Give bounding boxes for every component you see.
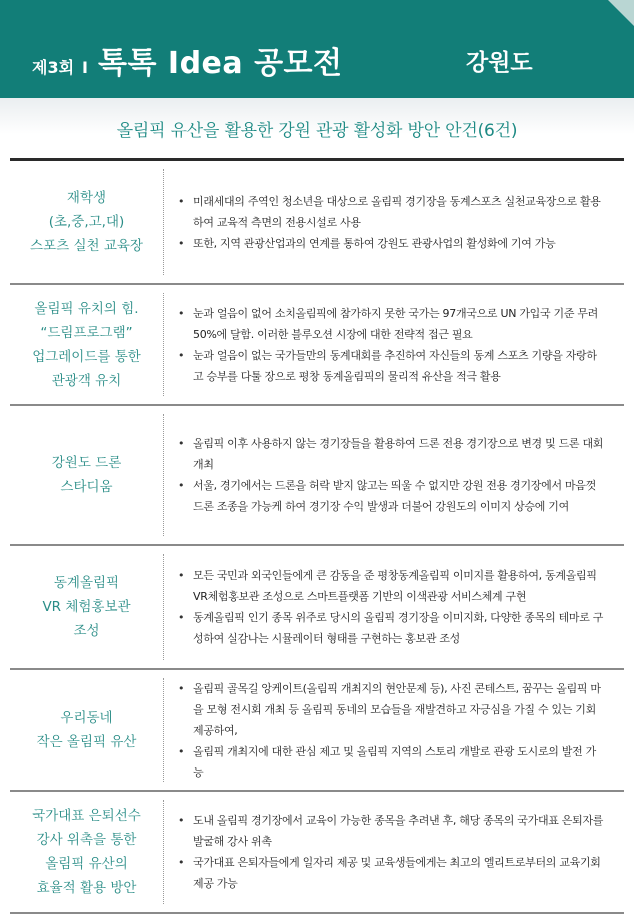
agenda-title-line: 동계올림픽 [53,575,120,591]
bullet-item: • 모든 국민과 외국인들에게 큰 감동을 준 평창동계올림픽 이미지를 활용하여, 동계올림픽 VR체험홍보관 조성으로 스마트플랫폼 기반의 이색관광 서비스체계 구현 [177,565,606,607]
agenda-description [163,670,624,790]
agenda-title-line: 업그레이드를 통한 [32,348,141,365]
agenda-title-line: 관광객 유치 [51,372,122,389]
agenda-title-line: VR 체험홍보관 [42,599,131,615]
bullet-item: • 올림픽 개최지에 대한 관심 제고 및 올림픽 지역의 스토리 개발로 관광 도시로의 발전 가능 [177,741,606,783]
column-divider [163,800,164,904]
agenda-title-line: 스타디움 [60,479,113,495]
bullet-item: • 또한, 지역 관광산업과의 연계를 통하여 강원도 관광사업의 활성화에 기여 가능 [177,233,606,254]
agenda-description [163,285,624,404]
agenda-title-line: 올림픽 유산의 [45,856,128,872]
bullet-item: • 동계올림픽 인기 종목 위주로 당시의 올림픽 경기장을 이미지화, 다양한 종목의 테마로 구성하여 실감나는 시뮬레이터 형태를 구현하는 홍보관 조성 [177,607,606,649]
agenda-title-line: 작은 올림픽 유산 [36,734,137,750]
agenda-title [10,406,163,544]
bullet-item: • 올림픽 골목길 앙케이트(올림픽 개최지의 현안문제 등), 사진 콘테스트, 꿈꾸는 올림픽 마을 모형 전시회 개최 등 올림픽 동네의 모습들을 재발견하고 자긍심을 가질 수 있는 기회 제공하여, [177,678,606,741]
agenda-title-line: 재학생 [66,190,107,206]
agenda-title-line: (초,중,고,대) [48,214,125,230]
agenda-title-line: “드림프로그램” [40,324,133,341]
agenda-row [10,161,624,285]
bullet-item: • 서울, 경기에서는 드론을 허락 받지 않고는 띄울 수 없지만 강원 전용 경기장에서 마음껏 드론 조종을 가능케 하여 경기장 수익 발생과 더불어 강원도의 이미지 상승에 기여 [177,475,606,517]
column-divider [163,554,164,660]
agenda-title [10,670,163,790]
page-subtitle: 올림픽 유산을 활용한 강원 관광 활성화 방안 안건(6건) [116,121,518,141]
header-banner [0,0,634,98]
agenda-description [163,161,624,283]
agenda-title-line: 강원도 드론 [51,455,122,471]
bullet-list [177,433,606,517]
agenda-description [163,546,624,668]
event-title [32,38,343,82]
agenda-row [10,792,624,914]
agenda-table [10,161,624,914]
bullet-item: • 국가대표 은퇴자들에게 일자리 제공 및 교육생들에게는 최고의 엘리트로부터의 교육기회 제공 가능 [177,852,606,894]
agenda-title-line: 효율적 활용 방안 [36,880,137,896]
agenda-title [10,792,163,912]
bullet-list [177,565,606,649]
agenda-title [10,546,163,668]
agenda-title [10,161,163,283]
bullet-item: • 올림픽 이후 사용하지 않는 경기장들을 활용하여 드론 전용 경기장으로 변경 및 드론 대회 개최 [177,433,606,475]
agenda-title-line: 올림픽 유치의 힘. [34,300,139,317]
agenda-title-line: 국가대표 은퇴선수 [32,808,141,824]
agenda-title-line: 우리동네 [60,710,113,726]
bullet-item: • 미래세대의 주역인 청소년을 대상으로 올림픽 경기장을 동계스포츠 실천교육장으로 활용하여 교육적 측면의 전용시설로 사용 [177,191,606,233]
column-divider [163,293,164,396]
region-label: 강원도 [466,50,533,76]
column-divider [163,414,164,536]
agenda-title-line: 조성 [73,623,100,639]
agenda-row [10,546,624,670]
bullet-list [177,191,606,254]
corner-accent [608,0,634,26]
bullet-item: • 눈과 얼음이 없어 소치올림픽에 참가하지 못한 국가는 97개국으로 UN 가입국 기준 무려 50%에 달함. 이러한 블루오션 시장에 대한 전략적 접근 필요 [177,303,606,345]
agenda-description [163,406,624,544]
agenda-description [163,792,624,912]
agenda-row [10,285,624,406]
agenda-title-line: 스포츠 실천 교육장 [30,238,143,254]
bullet-item: • 도내 올림픽 경기장에서 교육이 가능한 종목을 추려낸 후, 해당 종목의 국가대표 은퇴자를 발굴해 강사 위촉 [177,810,606,852]
bullet-list [177,678,606,783]
agenda-row [10,670,624,792]
column-divider [163,678,164,782]
agenda-title [10,285,163,404]
bullet-list [177,810,606,894]
event-round: 제3회 [32,58,75,77]
bullet-list [177,303,606,387]
column-divider [163,169,164,275]
bullet-item: • 눈과 얼음이 없는 국가들만의 동계대회를 추진하여 자신들의 동계 스포츠 기량을 자랑하고 승부를 다툴 장으로 평창 동계올림픽의 물리적 유산을 적극 활용 [177,345,606,387]
title-divider: I [82,58,88,77]
agenda-title-line: 강사 위촉을 통한 [36,832,137,848]
event-name: 톡톡 Idea 공모전 [98,46,343,81]
agenda-row [10,406,624,546]
